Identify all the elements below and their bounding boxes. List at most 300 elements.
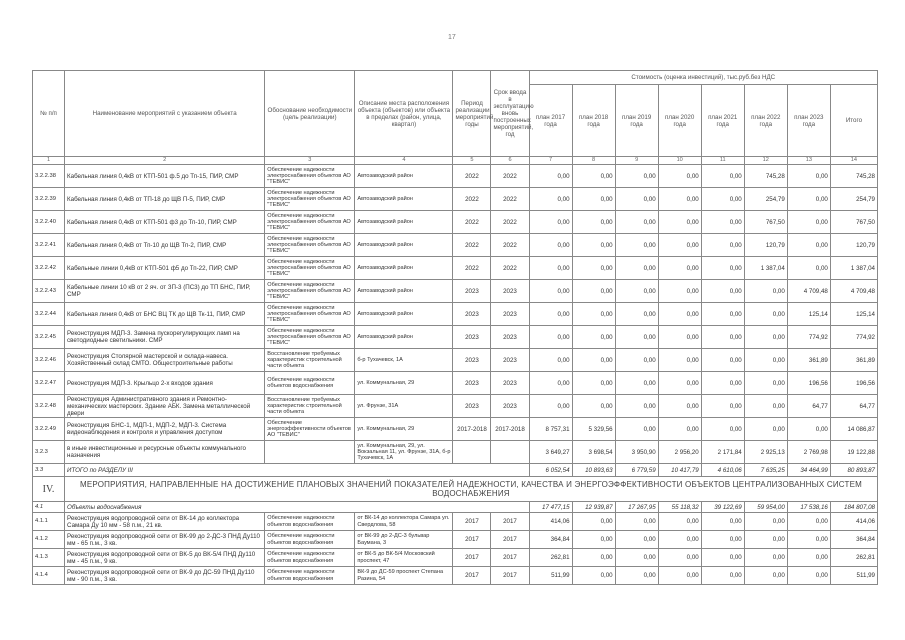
row-value: 1 387,04	[744, 257, 787, 280]
row-value: 254,79	[830, 188, 877, 211]
row-value: 0,00	[658, 234, 701, 257]
row-value: 364,84	[529, 531, 572, 549]
row-value: 0,00	[701, 303, 744, 326]
row-value: 0,00	[787, 165, 830, 188]
header-commission: Срок ввода в эксплуатацию вновь построенных мероприятий, год	[491, 71, 529, 157]
row-value: 196,56	[787, 372, 830, 395]
row-value: 1 387,04	[830, 257, 877, 280]
row-value: 120,79	[830, 234, 877, 257]
row-code: 4.1.1	[33, 513, 65, 531]
table-row	[33, 395, 878, 418]
row-name: Реконструкция БНС-1, МДП-1, МДП-2, МДП-3. Система видеонаблюдения и контроля и управления доступом	[65, 418, 265, 441]
row-value: 262,81	[529, 549, 572, 567]
row-value: 0,00	[572, 531, 615, 549]
row-value: 0,00	[658, 303, 701, 326]
row-place: ул. Коммунальная, 29	[355, 372, 453, 395]
row-period: 2017	[453, 567, 491, 585]
row-value: 0,00	[701, 280, 744, 303]
row-value: 0,00	[658, 395, 701, 418]
row-period: 2022	[453, 257, 491, 280]
header-total: Итого	[830, 85, 877, 157]
row-justification: Обеспечение надежности электроснабжения объектов АО "ТЕВИС"	[265, 257, 355, 280]
row-commission: 2017	[491, 531, 529, 549]
row-value: 0,00	[787, 418, 830, 441]
row-place: ул. Коммунальная, 29	[355, 418, 453, 441]
row-value: 125,14	[787, 303, 830, 326]
row-name: Кабельная линия 0,4кВ от ТП-18 до ЩВ П-5, ПИР, СМР	[65, 188, 265, 211]
row-value: 125,14	[830, 303, 877, 326]
row-period: 2022	[453, 234, 491, 257]
section-number: IV.	[33, 477, 65, 502]
row-value: 0,00	[529, 188, 572, 211]
table-row	[33, 531, 878, 549]
row-value: 0,00	[744, 395, 787, 418]
row-value: 0,00	[615, 326, 658, 349]
row-name: Реконструкция Административного здания и Ремонтно-механических мастерских. Здание АБК. Замена металлической двери	[65, 395, 265, 418]
row-place: Автозаводский район	[355, 280, 453, 303]
row-commission: 2023	[491, 349, 529, 372]
row-value: 0,00	[615, 234, 658, 257]
row-name: Реконструкция водопроводной сети от ВК-9 до ДС-59 ПНД Ду110 мм - 90 п.м., 3 кв.	[65, 567, 265, 585]
row-value: 361,89	[830, 349, 877, 372]
row-value: 0,00	[572, 165, 615, 188]
row-value: 8 757,31	[529, 418, 572, 441]
column-number: 6	[491, 157, 529, 165]
row-place: от ВК-5 до ВК-5/4 Московский проспект, 47	[355, 549, 453, 567]
row-period: 2023	[453, 280, 491, 303]
row-value: 0,00	[744, 418, 787, 441]
row-value: 0,00	[701, 513, 744, 531]
total-value: 7 635,25	[744, 464, 787, 477]
row-value: 767,50	[744, 211, 787, 234]
row-value: 0,00	[701, 418, 744, 441]
row-period: 2017	[453, 513, 491, 531]
header-num: № п/п	[33, 71, 65, 157]
row-value: 0,00	[701, 188, 744, 211]
row-value: 0,00	[572, 349, 615, 372]
row-value: 5 329,56	[572, 418, 615, 441]
row-place: б-р Тухачевск, 1А	[355, 349, 453, 372]
row-place: Автозаводский район	[355, 257, 453, 280]
table-row	[33, 549, 878, 567]
row-value: 0,00	[615, 257, 658, 280]
row-period: 2022	[453, 165, 491, 188]
row-justification	[265, 441, 355, 464]
row-value: 0,00	[615, 303, 658, 326]
row-code: 3.2.2.39	[33, 188, 65, 211]
row-value: 0,00	[572, 395, 615, 418]
row-value: 0,00	[572, 326, 615, 349]
row-value: 0,00	[615, 211, 658, 234]
row-value: 0,00	[615, 372, 658, 395]
row-value: 2 925,13	[744, 441, 787, 464]
row-value: 0,00	[615, 513, 658, 531]
row-place: ул. Фрунзе, 31А	[355, 395, 453, 418]
row-value: 0,00	[572, 280, 615, 303]
row-name: Кабельные линии 10 кВ от 2 яч. от ЗП-3 (ПС3) до ТП БНС, ПИР, СМР	[65, 280, 265, 303]
row-code: 3.2.2.45	[33, 326, 65, 349]
row-justification: Обеспечение надежности электроснабжения объектов АО "ТЕВИС"	[265, 165, 355, 188]
row-value: 0,00	[615, 395, 658, 418]
column-number: 5	[453, 157, 491, 165]
row-value: 64,77	[787, 395, 830, 418]
row-code: 3.2.2.49	[33, 418, 65, 441]
row-justification: Восстановление требуемых характеристик строительной части объекта	[265, 349, 355, 372]
row-value: 0,00	[658, 165, 701, 188]
row-period: 2023	[453, 395, 491, 418]
row-value: 0,00	[615, 165, 658, 188]
row-name: в иные инвестиционные и ресурсные объекты коммунального назначения	[65, 441, 265, 464]
total-value: 6 052,54	[529, 464, 572, 477]
row-period: 2023	[453, 326, 491, 349]
row-justification: Обеспечение надежности электроснабжения объектов АО "ТЕВИС"	[265, 234, 355, 257]
row-value: 0,00	[529, 211, 572, 234]
table-row	[33, 280, 878, 303]
row-value: 774,92	[787, 326, 830, 349]
row-commission: 2023	[491, 326, 529, 349]
table-row	[33, 303, 878, 326]
row-value: 0,00	[615, 188, 658, 211]
total-value: 4 610,06	[701, 464, 744, 477]
row-value: 0,00	[529, 234, 572, 257]
row-period: 2017	[453, 549, 491, 567]
row-value: 0,00	[572, 513, 615, 531]
row-value: 4 709,48	[787, 280, 830, 303]
row-commission	[491, 441, 529, 464]
table-row	[33, 211, 878, 234]
row-commission: 2023	[491, 303, 529, 326]
column-number: 2	[65, 157, 265, 165]
row-value: 0,00	[658, 531, 701, 549]
row-justification: Обеспечение надежности объектов водоснабжения	[265, 531, 355, 549]
row-name: Реконструкция МДП-3. Крыльцо 2-х входов здания	[65, 372, 265, 395]
table-row	[33, 513, 878, 531]
row-code: 3.2.2.42	[33, 257, 65, 280]
row-commission: 2022	[491, 234, 529, 257]
column-number: 3	[265, 157, 355, 165]
row-value: 0,00	[787, 549, 830, 567]
row-value: 0,00	[744, 549, 787, 567]
row-value: 774,92	[830, 326, 877, 349]
row-justification: Обеспечение надежности объектов водоснабжения	[265, 372, 355, 395]
total-label: ИТОГО по РАЗДЕЛУ III	[65, 464, 529, 477]
row-justification: Обеспечение надежности электроснабжения объектов АО "ТЕВИС"	[265, 280, 355, 303]
row-name: Кабельная линия 0,4кВ от БНС ВЦ ТК до ЩВ Тк-11, ПИР, СМР	[65, 303, 265, 326]
row-name: Кабельная линия 0,4кВ от Тп-10 до ЩВ Тп-2, ПИР, СМР	[65, 234, 265, 257]
row-value: 0,00	[658, 418, 701, 441]
row-commission: 2023	[491, 395, 529, 418]
row-place: ВК-9 до ДС-59 проспект Степана Разина, 54	[355, 567, 453, 585]
row-place: от ВК-14 до коллектора Самара ул. Свердлова, 58	[355, 513, 453, 531]
row-code: 3.2.3	[33, 441, 65, 464]
row-code: 3.2.2.44	[33, 303, 65, 326]
row-value: 0,00	[701, 395, 744, 418]
row-value: 3 649,27	[529, 441, 572, 464]
table-row	[33, 188, 878, 211]
row-value: 0,00	[744, 567, 787, 585]
row-name: Реконструкция водопроводной сети от ВК-14 до коллектора Самара Ду 10 мм - 58 п.м., 21 кв.	[65, 513, 265, 531]
row-value: 0,00	[744, 513, 787, 531]
row-value: 14 086,87	[830, 418, 877, 441]
row-value: 0,00	[529, 280, 572, 303]
row-name: Кабельная линия 0,4кВ от КТП-501 ф.5 до Тп-15, ПИР, СМР	[65, 165, 265, 188]
row-commission: 2017	[491, 513, 529, 531]
row-value: 0,00	[572, 234, 615, 257]
row-period: 2023	[453, 372, 491, 395]
row-code: 3.2.2.40	[33, 211, 65, 234]
row-commission: 2017	[491, 549, 529, 567]
row-code: 4.1.3	[33, 549, 65, 567]
row-value: 19 122,88	[830, 441, 877, 464]
column-number: 10	[658, 157, 701, 165]
table-row	[33, 257, 878, 280]
row-code: 3.2.2.48	[33, 395, 65, 418]
row-value: 0,00	[572, 549, 615, 567]
row-value: 0,00	[658, 567, 701, 585]
row-value: 0,00	[787, 567, 830, 585]
row-value: 745,28	[830, 165, 877, 188]
header-period: Период реализации мероприятий, годы	[453, 71, 491, 157]
row-code: 3.2.2.43	[33, 280, 65, 303]
row-value: 196,56	[830, 372, 877, 395]
row-value: 0,00	[787, 211, 830, 234]
total-code: 3.3	[33, 464, 65, 477]
row-value: 0,00	[744, 303, 787, 326]
row-value: 254,79	[744, 188, 787, 211]
subsection-row	[33, 502, 878, 513]
total-value: 80 893,87	[830, 464, 877, 477]
row-justification: Обеспечение надежности объектов водоснабжения	[265, 567, 355, 585]
row-value: 0,00	[787, 257, 830, 280]
row-value: 0,00	[572, 211, 615, 234]
row-place: Автозаводский район	[355, 188, 453, 211]
row-value: 0,00	[744, 349, 787, 372]
row-value: 3 698,54	[572, 441, 615, 464]
row-commission: 2022	[491, 257, 529, 280]
table-row	[33, 349, 878, 372]
row-period	[453, 441, 491, 464]
total-value: 6 779,59	[615, 464, 658, 477]
row-value: 262,81	[830, 549, 877, 567]
row-value: 511,99	[830, 567, 877, 585]
total-value: 34 464,99	[787, 464, 830, 477]
row-value: 0,00	[572, 188, 615, 211]
row-value: 2 171,84	[701, 441, 744, 464]
row-name: Кабельная линия 0,4кВ от КТП-501 ф3 до Тп-10, ПИР, СМР	[65, 211, 265, 234]
row-value: 4 709,48	[830, 280, 877, 303]
row-value: 364,84	[830, 531, 877, 549]
column-number: 12	[744, 157, 787, 165]
row-value: 0,00	[787, 531, 830, 549]
row-value: 0,00	[744, 326, 787, 349]
row-value: 0,00	[529, 326, 572, 349]
subsection-code: 4.1	[33, 502, 65, 513]
row-value: 0,00	[615, 280, 658, 303]
row-place: Автозаводский район	[355, 303, 453, 326]
row-value: 0,00	[658, 257, 701, 280]
row-value: 0,00	[701, 326, 744, 349]
row-value: 0,00	[701, 165, 744, 188]
row-value: 2 769,98	[787, 441, 830, 464]
section-header-row	[33, 477, 878, 502]
row-justification: Обеспечение энергоэффективности объектов АО "ТЕВИС"	[265, 418, 355, 441]
row-value: 0,00	[529, 349, 572, 372]
row-value: 767,50	[830, 211, 877, 234]
subsection-value: 39 122,69	[701, 502, 744, 513]
row-value: 745,28	[744, 165, 787, 188]
row-place: Автозаводский район	[355, 211, 453, 234]
header-year: план 2017 года	[529, 85, 572, 157]
row-name: Реконструкция МДП-3. Замена пускорегулирующих ламп на светодиодные светильники. СМР	[65, 326, 265, 349]
row-value: 0,00	[658, 188, 701, 211]
header-year: план 2018 года	[572, 85, 615, 157]
section-title: МЕРОПРИЯТИЯ, НАПРАВЛЕННЫЕ НА ДОСТИЖЕНИЕ ПЛАНОВЫХ ЗНАЧЕНИЙ ПОКАЗАТЕЛЕЙ НАДЕЖНОСТИ, КАЧЕСТВА И ЭНЕРГОЭФФЕКТИВНОСТИ ОБЪЕКТОВ ЦЕНТРАЛИЗОВАННЫХ СИСТЕМ ВОДОСНАБЖЕНИЯ	[65, 477, 878, 502]
row-value: 0,00	[615, 549, 658, 567]
header-year: план 2021 года	[701, 85, 744, 157]
row-commission: 2022	[491, 165, 529, 188]
row-value: 0,00	[701, 349, 744, 372]
row-name: Реконструкция водопроводной сети от ВК-5 до ВК-5/4 ПНД Ду110 мм - 45 п.м., 9 кв.	[65, 549, 265, 567]
row-value: 0,00	[744, 531, 787, 549]
column-numbers-row	[33, 157, 878, 165]
column-number: 9	[615, 157, 658, 165]
row-value: 0,00	[572, 372, 615, 395]
subsection-label: Объекты водоснабжения	[65, 502, 529, 513]
row-value: 0,00	[701, 531, 744, 549]
row-value: 0,00	[615, 418, 658, 441]
row-period: 2022	[453, 188, 491, 211]
row-code: 3.2.2.41	[33, 234, 65, 257]
row-place: Автозаводский район	[355, 165, 453, 188]
row-value: 0,00	[572, 303, 615, 326]
row-commission: 2023	[491, 280, 529, 303]
row-value: 0,00	[658, 513, 701, 531]
investment-table	[32, 70, 878, 585]
row-value: 0,00	[701, 549, 744, 567]
subsection-value: 17 477,15	[529, 502, 572, 513]
table-row	[33, 567, 878, 585]
table-row	[33, 372, 878, 395]
row-name: Реконструкция Столярной мастерской и склада-навеса. Хозяйственный склад СМТО. Общестроительные работы	[65, 349, 265, 372]
row-value: 0,00	[529, 303, 572, 326]
row-value: 64,77	[830, 395, 877, 418]
row-commission: 2023	[491, 372, 529, 395]
row-value: 0,00	[787, 234, 830, 257]
row-place: ул. Коммунальная, 29, ул. Вокзальная 11, ул. Фрунзе, 31А, б-р Тухачевск, 1А	[355, 441, 453, 464]
row-value: 0,00	[701, 211, 744, 234]
header-name: Наименование мероприятий с указанием объекта	[65, 71, 265, 157]
row-value: 0,00	[615, 567, 658, 585]
row-value: 0,00	[701, 234, 744, 257]
column-number: 4	[355, 157, 453, 165]
header-year: план 2020 года	[658, 85, 701, 157]
row-code: 3.2.2.38	[33, 165, 65, 188]
row-value: 0,00	[572, 257, 615, 280]
row-period: 2017	[453, 531, 491, 549]
row-value: 0,00	[529, 165, 572, 188]
row-value: 361,89	[787, 349, 830, 372]
header-cost-group: Стоимость (оценка инвестиций), тыс.руб.без НДС	[529, 71, 877, 85]
table-row	[33, 234, 878, 257]
row-value: 414,06	[529, 513, 572, 531]
row-value: 0,00	[572, 567, 615, 585]
row-value: 0,00	[529, 257, 572, 280]
row-place: от ВК-99 до 2-ДС-3 бульвар Баумана, 3	[355, 531, 453, 549]
row-justification: Обеспечение надежности объектов водоснабжения	[265, 549, 355, 567]
total-value: 10 893,63	[572, 464, 615, 477]
subsection-value: 184 807,08	[830, 502, 877, 513]
row-commission: 2017	[491, 567, 529, 585]
subsection-value: 17 538,16	[787, 502, 830, 513]
row-value: 0,00	[658, 349, 701, 372]
row-value: 0,00	[744, 372, 787, 395]
row-value: 0,00	[701, 257, 744, 280]
table-row	[33, 326, 878, 349]
row-commission: 2022	[491, 211, 529, 234]
row-value: 3 950,90	[615, 441, 658, 464]
row-justification: Обеспечение надежности электроснабжения объектов АО "ТЕВИС"	[265, 303, 355, 326]
row-value: 2 956,20	[658, 441, 701, 464]
table-row	[33, 418, 878, 441]
subsection-value: 55 118,32	[658, 502, 701, 513]
row-value: 0,00	[615, 349, 658, 372]
row-value: 0,00	[529, 372, 572, 395]
row-value: 0,00	[615, 531, 658, 549]
row-value: 120,79	[744, 234, 787, 257]
row-period: 2017-2018	[453, 418, 491, 441]
subsection-value: 59 954,00	[744, 502, 787, 513]
row-place: Автозаводский район	[355, 234, 453, 257]
row-justification: Обеспечение надежности электроснабжения объектов АО "ТЕВИС"	[265, 326, 355, 349]
row-code: 3.2.2.46	[33, 349, 65, 372]
row-justification: Восстановление требуемых характеристик строительной части объекта	[265, 395, 355, 418]
row-commission: 2022	[491, 188, 529, 211]
total-value: 10 417,79	[658, 464, 701, 477]
header-year: план 2019 года	[615, 85, 658, 157]
row-value: 414,06	[830, 513, 877, 531]
column-number: 1	[33, 157, 65, 165]
row-period: 2023	[453, 349, 491, 372]
row-value: 0,00	[787, 513, 830, 531]
row-period: 2022	[453, 211, 491, 234]
row-value: 0,00	[701, 567, 744, 585]
row-commission: 2017-2018	[491, 418, 529, 441]
header-year: план 2023 года	[787, 85, 830, 157]
row-value: 511,99	[529, 567, 572, 585]
row-value: 0,00	[701, 372, 744, 395]
column-number: 13	[787, 157, 830, 165]
row-name: Кабельные линии 0,4кВ от КТП-501 ф5 до Тп-22, ПИР, СМР	[65, 257, 265, 280]
row-value: 0,00	[658, 372, 701, 395]
row-value: 0,00	[529, 395, 572, 418]
header-justification: Обоснование необходимости (цель реализации)	[265, 71, 355, 157]
table-row	[33, 165, 878, 188]
total-row	[33, 464, 878, 477]
table-row	[33, 441, 878, 464]
row-code: 4.1.4	[33, 567, 65, 585]
row-place: Автозаводский район	[355, 326, 453, 349]
row-code: 3.2.2.47	[33, 372, 65, 395]
column-number: 11	[701, 157, 744, 165]
column-number: 8	[572, 157, 615, 165]
header-year: план 2022 года	[744, 85, 787, 157]
row-name: Реконструкция водопроводной сети от ВК-99 до 2-ДС-3 ПНД Ду110 мм - 65 п.м., 3 кв.	[65, 531, 265, 549]
row-justification: Обеспечение надежности электроснабжения объектов АО "ТЕВИС"	[265, 211, 355, 234]
row-code: 4.1.2	[33, 531, 65, 549]
row-justification: Обеспечение надежности электроснабжения объектов АО "ТЕВИС"	[265, 188, 355, 211]
page-number: 17	[448, 34, 456, 41]
row-value: 0,00	[658, 211, 701, 234]
